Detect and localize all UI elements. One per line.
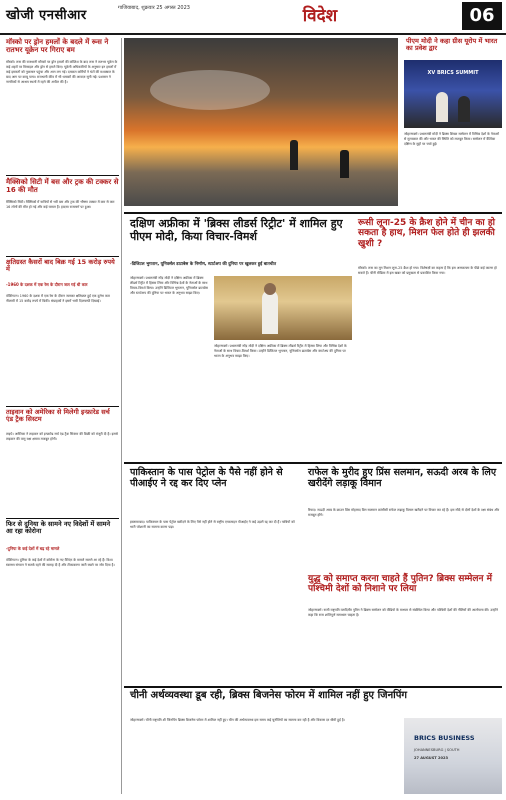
modi-photo-body: जोहान्सबर्ग। प्रधानमंत्री मोदी ने ब्रिक्स शिखर सम्मेलन में विभिन्न देशों के नेताओं से मुलाकात की और भारत की स्थिति को मजबूत किया। सम्मेलन में वैश्विक दक्षिण के मुद्दों पर चर्चा हुई।	[404, 132, 499, 146]
putin-headline: युद्ध को समाप्त करना चाहते हैं पुतिन? ब्रिक्स सम्मेलन में पश्चिमी देशों को निशाने पर लिया	[308, 574, 493, 595]
divider	[124, 462, 502, 464]
page-number: 06	[462, 2, 502, 30]
section-title: विदेश	[302, 6, 338, 26]
saudi-body: रियाद। सऊदी अरब के क्राउन प्रिंस मोहम्मद बिन सलमान फ्रांसीसी राफेल लड़ाकू विमान खरीदने पर विचार कर रहे हैं। इस सौदे से दोनों देशों के रक्षा संबंध और मजबूत होंगे।	[308, 508, 500, 517]
firefighter-figure-2	[340, 150, 349, 178]
smoke-shape	[150, 70, 270, 110]
story4-headline: ताइवान को अमेरिका से मिलेगी इन्फ्रारेड सर्च एंड ट्रैक सिस्टम	[6, 408, 110, 424]
china-headline: चीनी अर्थव्यवस्था डूब रही, ब्रिक्स बिजनेस फोरम में शामिल नहीं हुए जिनपिंग	[130, 690, 408, 701]
newspaper-logo: खोजी एनसीआर	[6, 8, 87, 23]
pak-headline: पाकिस्तान के पास पेट्रोल के पैसे नहीं होने से पीआईए ने रद्द कर दिए प्लेन	[130, 467, 283, 489]
lead-body-col1: जोहान्सबर्ग। प्रधानमंत्री नरेंद्र मोदी ने दक्षिण अफ्रीका में ब्रिक्स लीडर्स रिट्रीट में हिस्सा लिया और विभिन्न देशों के नेताओं के साथ विचार-विमर्श किया। उन्होंने डिजिटल भुगतान, यूनिवर्सल डाटाबेस और स्टार्टअप की दुनिया पर भारत के अनुभव साझा किए।	[130, 276, 208, 295]
lead-top-rule	[124, 212, 502, 214]
meeting-figure-head	[264, 283, 276, 295]
divider	[124, 686, 502, 688]
story5-subhead: -दुनिया के कई देशों में बढ़ रहे मामले	[6, 546, 60, 551]
story5-headline: फिर से दुनिया के सामने नए विदेशों में सामने आ रहा कोरोना	[6, 520, 111, 536]
modi-photo-headline: पीएम मोदी ने कहा ग्रीस यूरोप में भारत का प्रवेश द्वार	[406, 37, 498, 53]
moon-body: मॉस्को। रूस का मून मिशन लूना-25 क्रैश हो गया। विशेषज्ञों का कहना है कि इस असफलता के पीछे कई कारण हो सकते हैं। चीनी मीडिया में इस खबर को प्रमुखता से प्रकाशित किया गया।	[358, 266, 497, 275]
moon-headline: रूसी लूना-25 के क्रैश होने में चीन का हो सकता है हाथ, मिशन फेल होते ही झलकी खुशी ?	[358, 218, 495, 249]
brics-photo-line2: JOHANNESBURG | SOUTH	[414, 748, 460, 752]
lead-body-col2: जोहान्सबर्ग। प्रधानमंत्री नरेंद्र मोदी ने दक्षिण अफ्रीका में ब्रिक्स लीडर्स रिट्रीट में हिस्सा लिया और विभिन्न देशों के नेताओं के साथ विचार-विमर्श किया। उन्होंने डिजिटल भुगतान, यूनिवर्सल डाटाबेस और स्टार्टअप की दुनिया पर भारत के अनुभव साझा किए।	[214, 344, 347, 358]
saudi-headline: राफेल के मुरीद हुए प्रिंस सलमान, सऊदी अरब के लिए खरीदेंगे लड़ाकू विमान	[308, 467, 497, 489]
divider	[6, 175, 119, 176]
story4-body: ताइपे। अमेरिका ने ताइवान को इन्फ्रारेड सर्च एंड ट्रैक सिस्टम की बिक्री को मंजूरी दी है। इससे ताइवान की वायु रक्षा क्षमता मजबूत होगी।	[6, 432, 118, 441]
brics-photo-line3: 27 AUGUST 2023	[414, 756, 449, 760]
story1-body: मॉस्को। रूस की राजधानी मॉस्को पर ड्रोन हमलों की कोशिश के बाद रूस ने रातभर यूक्रेन के कई शहरों पर मिसाइल और ड्रोन से हमले किए। यूक्रेनी अधिकारियों के अनुसार इन हमलों में कई इमारतों को नुकसान पहुंचा और आग लग गई। दमकल कर्मियों ने घंटों की मशक्कत के बाद आग पर काबू पाया। राजधानी कीव में भी धमाकों की आवाज़ सुनी गई। प्रशासन ने नागरिकों से आश्रय स्थलों में रहने की अपील की है।	[6, 60, 118, 84]
putin-body: जोहान्सबर्ग। रूसी राष्ट्रपति व्लादिमीर पुतिन ने ब्रिक्स सम्मेलन को वीडियो के माध्यम से संबोधित किया और पश्चिमी देशों की नीतियों की आलोचना की। उन्होंने कहा कि रूस शांतिपूर्ण समाधान चाहता है।	[308, 608, 498, 617]
meeting-figure	[262, 290, 278, 334]
china-body: जोहान्सबर्ग। चीनी राष्ट्रपति शी जिनपिंग ब्रिक्स बिजनेस फोरम में शामिल नहीं हुए। चीन की अर्थव्यवस्था इस समय कई चुनौतियों का सामना कर रही है और विकास दर धीमी हुई है।	[130, 718, 345, 722]
dateline: गाजियाबाद, शुक्रवार 25 अगस्त 2023	[118, 5, 190, 11]
story2-body: मैक्सिको सिटी। मैक्सिको में यात्रियों से भरी बस और ट्रक की भीषण टक्कर में कम से कम 16 लोगों की मौत हो गई और कई घायल हैं। हादसा राजमार्ग पर हुआ।	[6, 200, 115, 209]
firefighter-figure	[290, 140, 298, 170]
story3-body: वॉशिंगटन। 1960 के दशक में एक रेस के दौरान जलकर क्षतिग्रस्त हुई एक दुर्लभ कार नीलामी में 15 करोड़ रुपये में बिकी। संग्राहकों ने इसमें भारी दिलचस्पी दिखाई।	[6, 294, 110, 303]
leader-figure	[436, 92, 448, 122]
story2-headline: मैक्सिको सिटी में बस और ट्रक की टक्कर से 16 की मौत	[6, 178, 119, 195]
lead-headline: दक्षिण अफ्रीका में 'ब्रिक्स लीडर्स रिट्रीट' में शामिल हुए पीएम मोदी, किया विचार-विमर्श	[130, 217, 343, 243]
modi-meeting-photo	[214, 276, 352, 340]
divider	[6, 406, 119, 407]
divider	[6, 518, 119, 519]
story5-body: वॉशिंगटन। दुनिया के कई देशों में कोरोना के नए वैरिएंट के मामले सामने आ रहे हैं। विश्व स्वास्थ्य संगठन ने सतर्क रहने की सलाह दी है और टीकाकरण जारी रखने पर जोर दिया है।	[6, 558, 115, 567]
divider	[6, 256, 119, 257]
stage-banner-text: XV BRICS SUMMIT	[427, 70, 479, 76]
pak-body: इस्लामाबाद। पाकिस्तान के पास पेट्रोल खरीदने के लिए पैसे नहीं होने से राष्ट्रीय एयरलाइन पीआईए ने कई उड़ानें रद्द कर दी हैं। यात्रियों को भारी परेशानी का सामना करना पड़ा।	[130, 520, 295, 529]
column-divider	[121, 38, 122, 794]
fire-photo	[124, 38, 398, 206]
brics-photo-line1: BRICS BUSINESS	[414, 734, 475, 742]
leader-figure-2	[458, 96, 470, 122]
story3-subhead: -1960 के दशक में एक रेस के दौरान जल गई थी कार	[6, 282, 88, 287]
story1-headline: मॉस्को पर ड्रोन हमलों के बदले में रूस ने रातभर यूक्रेन पर गिराए बम	[6, 38, 109, 55]
story3-headline: क्षतिग्रस्त कैसरों बाद बिक्र गई 15 करोड़ रुपये में	[6, 258, 115, 274]
lead-byline: -डिजिटल भुगतान, यूनिवर्सल डाटाबेस के निर्माण, स्टार्टअप की दुनिया पर खुलकर हुई बातचीत	[130, 262, 277, 267]
